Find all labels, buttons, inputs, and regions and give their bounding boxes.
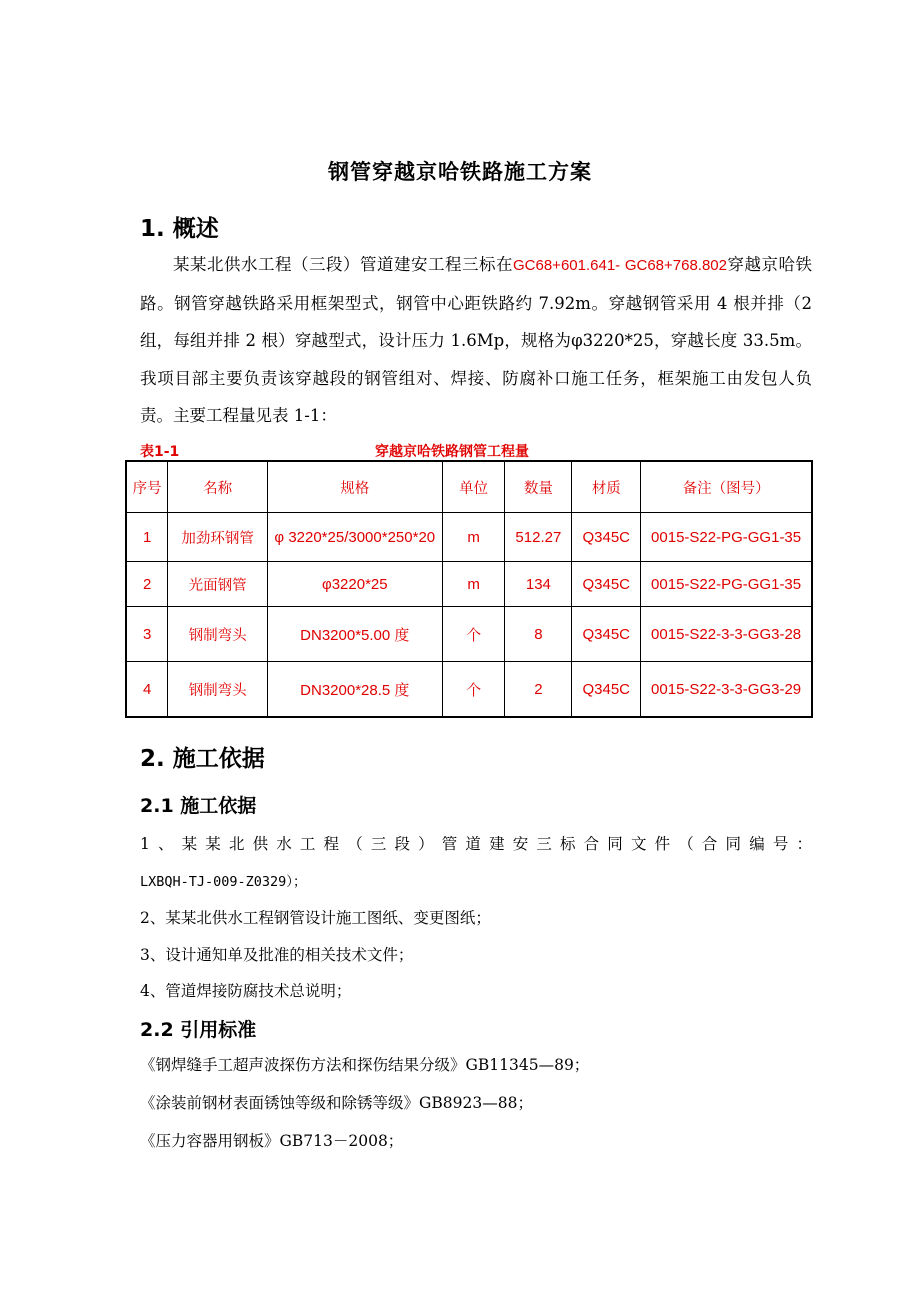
table-row	[126, 662, 812, 718]
header-remark: 备注（图号）	[641, 461, 812, 513]
cell-unit: 个	[442, 607, 505, 662]
cell-index: 3	[126, 607, 168, 662]
basis-item-4: 4、管道焊接防腐技术总说明；	[140, 982, 352, 1000]
header-name: 名称	[168, 461, 268, 513]
basis-item-1-contract-no: LXBQH-TJ-009-Z0329）；	[140, 874, 307, 890]
overview-chainage: GC68+601.641- GC68+768.802	[513, 257, 727, 274]
cell-spec: DN3200*28.5 度	[267, 662, 442, 718]
header-index: 序号	[126, 461, 168, 513]
section-2-2-heading: 2.2 引用标准	[140, 1019, 257, 1041]
cell-quantity: 512.27	[505, 513, 572, 562]
cell-quantity: 8	[505, 607, 572, 662]
section-2-heading: 2. 施工依据	[140, 746, 265, 772]
cell-spec: φ3220*25	[267, 562, 442, 607]
standard-1: 《钢焊缝手工超声波探伤方法和探伤结果分级》GB11345—89；	[140, 1056, 590, 1074]
cell-material: Q345C	[572, 662, 641, 718]
header-material: 材质	[572, 461, 641, 513]
table-row	[126, 513, 812, 562]
cell-index: 2	[126, 562, 168, 607]
cell-material: Q345C	[572, 607, 641, 662]
cell-unit: 个	[442, 662, 505, 718]
header-quantity: 数量	[505, 461, 572, 513]
table-caption: 穿越京哈铁路钢管工程量	[375, 444, 529, 460]
basis-item-3: 3、设计通知单及批准的相关技术文件；	[140, 946, 414, 964]
overview-text-a: 某某北供水工程（三段）管道建安工程三标在	[173, 255, 513, 274]
cell-unit: m	[442, 513, 505, 562]
table-header-row	[126, 461, 812, 513]
document-title: 钢管穿越京哈铁路施工方案	[328, 160, 592, 184]
cell-name: 钢制弯头	[168, 607, 268, 662]
cell-unit: m	[442, 562, 505, 607]
table-label: 表1-1	[140, 444, 180, 460]
cell-name: 光面钢管	[168, 562, 268, 607]
section-2-1-heading: 2.1 施工依据	[140, 795, 257, 817]
standard-3: 《压力容器用钢板》GB713－2008；	[140, 1132, 404, 1150]
cell-quantity: 2	[505, 662, 572, 718]
cell-quantity: 134	[505, 562, 572, 607]
header-spec: 规格	[267, 461, 442, 513]
overview-paragraph	[140, 246, 812, 435]
cell-name: 加劲环钢管	[168, 513, 268, 562]
overview-text-b: 穿越京哈铁路。钢管穿越铁路采用框架型式，钢管中心距铁路约 7.92m。穿越钢管采用 4 根并排（2 组，每组并排 2 根）穿越型式，设计压力 1.6Mp，规格为φ3220*25，穿越长度 33.5m。我项目部主要负责该穿越段的钢管组对、焊接、防腐补口施工任务，框架施工由发包人负责。主要工程量见表 1-1：	[140, 255, 812, 425]
standard-2: 《涂装前钢材表面锈蚀等级和除锈等级》GB8923—88；	[140, 1094, 533, 1112]
table-row	[126, 607, 812, 662]
cell-index: 4	[126, 662, 168, 718]
cell-remark: 0015-S22-3-3-GG3-29	[641, 662, 812, 718]
cell-material: Q345C	[572, 513, 641, 562]
cell-index: 1	[126, 513, 168, 562]
cell-remark: 0015-S22-3-3-GG3-28	[641, 607, 812, 662]
cell-material: Q345C	[572, 562, 641, 607]
cell-spec: DN3200*5.00 度	[267, 607, 442, 662]
cell-remark: 0015-S22-PG-GG1-35	[641, 513, 812, 562]
section-1-heading: 1. 概述	[140, 216, 219, 242]
table-row	[126, 562, 812, 607]
quantity-table	[125, 460, 813, 718]
cell-name: 钢制弯头	[168, 662, 268, 718]
basis-item-1: 1、某某北供水工程（三段）管道建安三标合同文件（合同编号：	[140, 835, 812, 853]
header-unit: 单位	[442, 461, 505, 513]
cell-remark: 0015-S22-PG-GG1-35	[641, 562, 812, 607]
basis-item-2: 2、某某北供水工程钢管设计施工图纸、变更图纸；	[140, 909, 491, 927]
cell-spec: φ 3220*25/3000*250*20	[267, 513, 442, 562]
